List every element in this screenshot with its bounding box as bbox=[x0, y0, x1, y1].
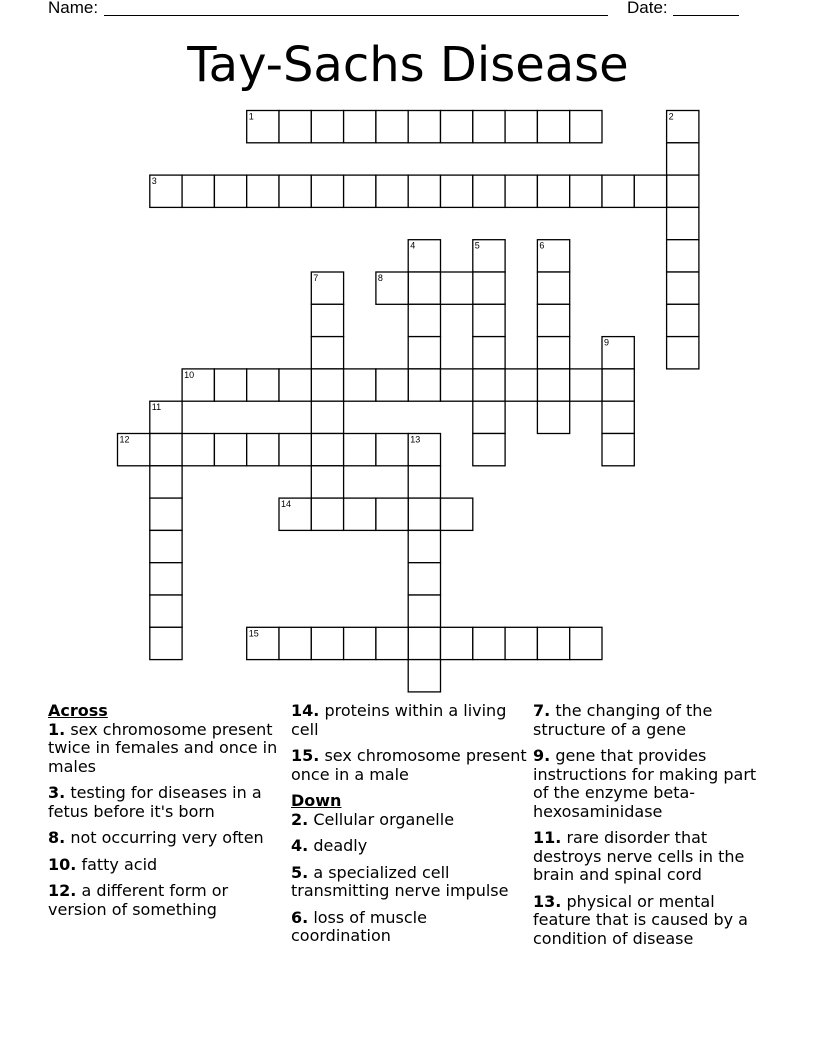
grid-cell[interactable] bbox=[311, 466, 343, 498]
grid-cell[interactable] bbox=[408, 660, 440, 692]
grid-cell[interactable] bbox=[344, 369, 376, 401]
down-heading: Down bbox=[291, 791, 342, 810]
clue-down-5: 5. a specialized cell transmitting nerve impulse bbox=[291, 862, 509, 900]
grid-cell[interactable] bbox=[376, 434, 408, 466]
grid-cell[interactable] bbox=[279, 434, 311, 466]
clue-across-8: 8. not occurring very often bbox=[48, 828, 264, 847]
grid-cell[interactable] bbox=[279, 627, 311, 659]
grid-cell[interactable] bbox=[376, 498, 408, 530]
clue-number: 10 bbox=[184, 369, 195, 380]
clue-number: 9 bbox=[604, 337, 610, 348]
grid-cell[interactable] bbox=[214, 369, 246, 401]
grid-cell[interactable] bbox=[311, 434, 343, 466]
grid-cell[interactable] bbox=[311, 401, 343, 433]
grid-cell[interactable] bbox=[667, 240, 699, 272]
clue-down-9: 9. gene that provides instructions for making part of the enzyme beta-hexosaminidase bbox=[533, 746, 757, 821]
grid-cell[interactable] bbox=[602, 434, 634, 466]
clues-column-1 bbox=[48, 702, 284, 927]
grid-cell[interactable] bbox=[634, 175, 666, 207]
grid-cell[interactable] bbox=[537, 272, 569, 304]
grid-cell[interactable] bbox=[441, 175, 473, 207]
grid-cell[interactable] bbox=[570, 175, 602, 207]
clues-column-3 bbox=[533, 702, 769, 956]
grid-cell[interactable] bbox=[473, 434, 505, 466]
clue-across-15: 15. sex chromosome present once in a male bbox=[291, 746, 527, 784]
grid-cell[interactable] bbox=[408, 530, 440, 562]
grid-cell[interactable] bbox=[311, 111, 343, 143]
grid-cell[interactable] bbox=[537, 337, 569, 369]
clue-number: 14 bbox=[281, 499, 292, 510]
grid-cell[interactable] bbox=[667, 175, 699, 207]
grid-cell[interactable] bbox=[473, 369, 505, 401]
grid-cell[interactable] bbox=[408, 466, 440, 498]
clue-across-3: 3. testing for diseases in a fetus before it's born bbox=[48, 783, 262, 821]
grid-cell[interactable] bbox=[408, 337, 440, 369]
clue-down-2: 2. Cellular organelle bbox=[291, 809, 455, 829]
grid-cell[interactable] bbox=[311, 175, 343, 207]
grid-cell[interactable] bbox=[537, 627, 569, 659]
grid-cell[interactable] bbox=[473, 304, 505, 336]
clue-down-13: 13. physical or mental feature that is caused by a condition of disease bbox=[533, 891, 748, 948]
grid-cell[interactable] bbox=[473, 627, 505, 659]
grid-cell[interactable] bbox=[376, 627, 408, 659]
clue-down-11: 11. rare disorder that destroys nerve cells in the brain and spinal cord bbox=[533, 828, 745, 884]
clue-number: 13 bbox=[410, 434, 421, 445]
grid-cell[interactable] bbox=[667, 143, 699, 175]
grid-cell[interactable] bbox=[311, 627, 343, 659]
grid-cell[interactable] bbox=[150, 498, 182, 530]
grid-cell[interactable] bbox=[408, 369, 440, 401]
name-label: Name: bbox=[48, 0, 99, 17]
grid-cell[interactable] bbox=[667, 337, 699, 369]
grid-cell[interactable] bbox=[505, 175, 537, 207]
clue-number: 4 bbox=[410, 240, 416, 251]
grid-cell[interactable] bbox=[473, 111, 505, 143]
grid-cell[interactable] bbox=[505, 369, 537, 401]
grid-cell[interactable] bbox=[376, 175, 408, 207]
grid-cell[interactable] bbox=[408, 595, 440, 627]
grid-cell[interactable] bbox=[667, 272, 699, 304]
page-title: Tay-Sachs Disease bbox=[187, 37, 629, 93]
grid-cell[interactable] bbox=[441, 369, 473, 401]
grid-cell[interactable] bbox=[150, 530, 182, 562]
clue-across-10: 10. fatty acid bbox=[48, 854, 158, 874]
clue-down-4: 4. deadly bbox=[291, 836, 368, 855]
grid-cell[interactable] bbox=[473, 401, 505, 433]
grid-cell[interactable] bbox=[279, 369, 311, 401]
grid-cell[interactable] bbox=[182, 434, 214, 466]
grid-cell[interactable] bbox=[441, 111, 473, 143]
grid-cell[interactable] bbox=[473, 337, 505, 369]
grid-cell[interactable] bbox=[150, 595, 182, 627]
grid-cell[interactable] bbox=[311, 304, 343, 336]
grid-cell[interactable] bbox=[570, 111, 602, 143]
grid-cell[interactable] bbox=[408, 175, 440, 207]
grid-cell[interactable] bbox=[150, 563, 182, 595]
grid-cell[interactable] bbox=[376, 111, 408, 143]
grid-cell[interactable] bbox=[247, 175, 279, 207]
grid-cell[interactable] bbox=[279, 111, 311, 143]
grid-cell[interactable] bbox=[602, 175, 634, 207]
clues-column-2 bbox=[291, 702, 527, 954]
across-heading: Across bbox=[48, 701, 108, 720]
clue-across-12: 12. a different form or version of something bbox=[48, 881, 229, 919]
grid-cell[interactable] bbox=[408, 111, 440, 143]
grid-cell[interactable] bbox=[441, 272, 473, 304]
grid-cell[interactable] bbox=[344, 627, 376, 659]
grid-cell[interactable] bbox=[602, 401, 634, 433]
grid-cell[interactable] bbox=[311, 369, 343, 401]
grid-cell[interactable] bbox=[311, 337, 343, 369]
grid-cell[interactable] bbox=[537, 401, 569, 433]
grid-cell[interactable] bbox=[408, 272, 440, 304]
clue-number: 2 bbox=[668, 111, 674, 122]
grid-cell[interactable] bbox=[150, 627, 182, 659]
grid-cell[interactable] bbox=[505, 627, 537, 659]
grid-cell[interactable] bbox=[473, 272, 505, 304]
grid-cell[interactable] bbox=[408, 498, 440, 530]
clue-down-6: 6. loss of muscle coordination bbox=[291, 907, 427, 945]
grid-cell[interactable] bbox=[214, 434, 246, 466]
grid-cell[interactable] bbox=[667, 207, 699, 239]
grid-cell[interactable] bbox=[150, 434, 182, 466]
clue-across-14: 14. proteins within a living cell bbox=[291, 701, 507, 739]
grid-cell[interactable] bbox=[408, 304, 440, 336]
clue-number: 8 bbox=[377, 273, 383, 283]
grid-cell[interactable] bbox=[473, 175, 505, 207]
clue-number: 7 bbox=[313, 273, 319, 283]
grid-cell[interactable] bbox=[182, 175, 214, 207]
clue-across-1: 1. sex chromosome present twice in females and once in males bbox=[48, 719, 278, 776]
grid-cell[interactable] bbox=[570, 627, 602, 659]
grid-cell[interactable] bbox=[570, 369, 602, 401]
grid-cell[interactable] bbox=[537, 175, 569, 207]
grid-cell[interactable] bbox=[344, 498, 376, 530]
grid-cell[interactable] bbox=[279, 175, 311, 207]
clue-number: 3 bbox=[151, 176, 157, 187]
clue-number: 15 bbox=[248, 628, 259, 639]
grid-cell[interactable] bbox=[667, 304, 699, 336]
grid-cell[interactable] bbox=[344, 175, 376, 207]
grid-cell[interactable] bbox=[376, 369, 408, 401]
grid-cell[interactable] bbox=[505, 111, 537, 143]
grid-cell[interactable] bbox=[408, 627, 440, 659]
grid-cell[interactable] bbox=[247, 369, 279, 401]
grid-cell[interactable] bbox=[150, 466, 182, 498]
grid-cell[interactable] bbox=[408, 563, 440, 595]
date-label: Date: bbox=[627, 0, 668, 17]
clue-down-7: 7. the changing of the structure of a gene bbox=[533, 701, 713, 739]
clue-number: 11 bbox=[151, 402, 162, 413]
grid-cell[interactable] bbox=[537, 369, 569, 401]
grid-cell[interactable] bbox=[441, 498, 473, 530]
grid-cell[interactable] bbox=[441, 627, 473, 659]
clue-number: 5 bbox=[474, 240, 480, 251]
grid-cell[interactable] bbox=[537, 304, 569, 336]
grid-cell[interactable] bbox=[311, 498, 343, 530]
clue-number: 12 bbox=[119, 434, 130, 445]
grid-cell[interactable] bbox=[214, 175, 246, 207]
clue-number: 6 bbox=[539, 240, 545, 251]
grid-cell[interactable] bbox=[344, 111, 376, 143]
clue-number: 1 bbox=[248, 111, 254, 122]
grid-cell[interactable] bbox=[344, 434, 376, 466]
grid-cell[interactable] bbox=[602, 369, 634, 401]
grid-cell[interactable] bbox=[247, 434, 279, 466]
grid-cell[interactable] bbox=[537, 111, 569, 143]
